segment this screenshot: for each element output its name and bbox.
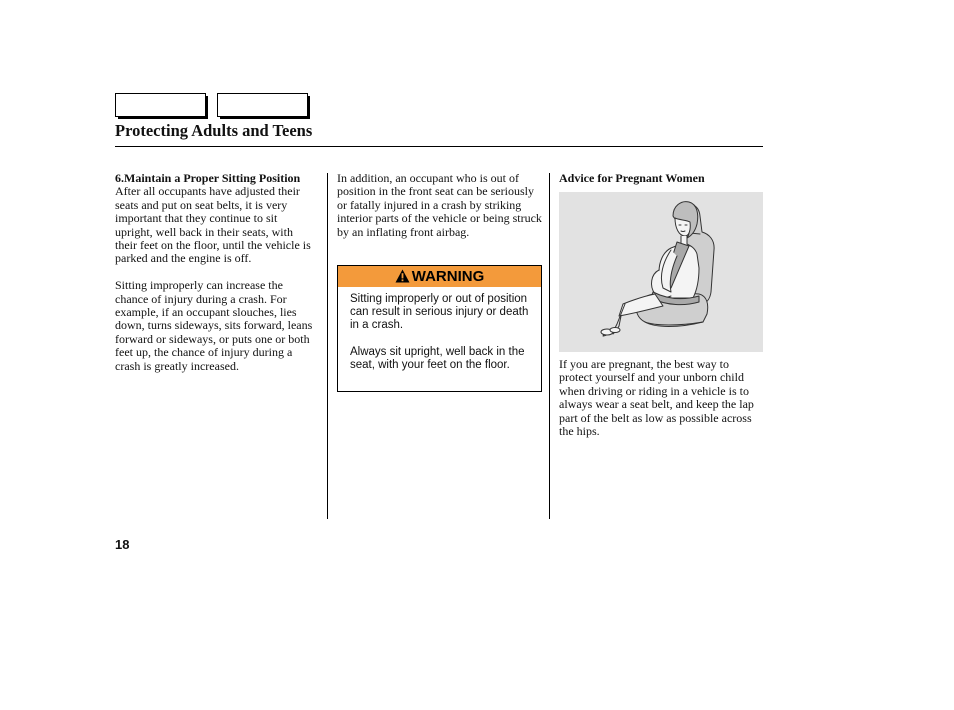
warning-body [338, 287, 541, 372]
warning-text-2: Always sit upright, well back in the seat, with your feet on the floor. [350, 345, 525, 371]
column1-paragraph-1: After all occupants have adjusted their seats and put on seat belts, it is very important that they continue to sit upright, well back in their seats, with their feet on the floor, until the vehicle is parked and the engine is off. [115, 184, 311, 266]
pregnant-woman-seatbelt-illustration [559, 192, 763, 352]
page-number: 18 [115, 537, 130, 552]
column3-paragraph-1: If you are pregnant, the best way to protect yourself and your unborn child when driving or riding in a vehicle is to always wear a seat belt, and keep the lap part of the belt as low as possible across the hips. [559, 357, 754, 439]
column2-paragraph-1: In addition, an occupant who is out of position in the front seat can be seriously or fatally injured in a crash by striking interior parts of the vehicle or being struck by an inflating front airbag. [337, 171, 542, 239]
column-divider-1 [327, 173, 328, 519]
nav-button-previous[interactable] [115, 93, 206, 117]
column-1 [115, 172, 317, 373]
column-divider-2 [549, 173, 550, 519]
column1-paragraph-2: Sitting improperly can increase the chance of injury during a crash. For example, if an occupant slouches, lies down, turns sideways, sits forward, leans forward or sideways, or puts one or both feet up, the chance of injury during a crash is greatly increased. [115, 278, 313, 373]
column-3 [559, 358, 764, 438]
page-title: Protecting Adults and Teens [115, 121, 313, 140]
warning-label: WARNING [411, 268, 485, 285]
column-2 [337, 172, 544, 239]
column3-heading: Advice for Pregnant Women [559, 171, 705, 185]
section-number: 6. [115, 171, 124, 185]
title-rule [115, 146, 763, 147]
nav-button-next[interactable] [217, 93, 308, 117]
warning-text-1: Sitting improperly or out of position can result in serious injury or death in a crash. [350, 293, 529, 332]
warning-triangle-icon [395, 269, 410, 283]
warning-header [338, 266, 541, 287]
section-heading-text: Maintain a Proper Sitting Position [124, 171, 301, 185]
section-heading [115, 172, 317, 185]
warning-box [337, 265, 542, 392]
